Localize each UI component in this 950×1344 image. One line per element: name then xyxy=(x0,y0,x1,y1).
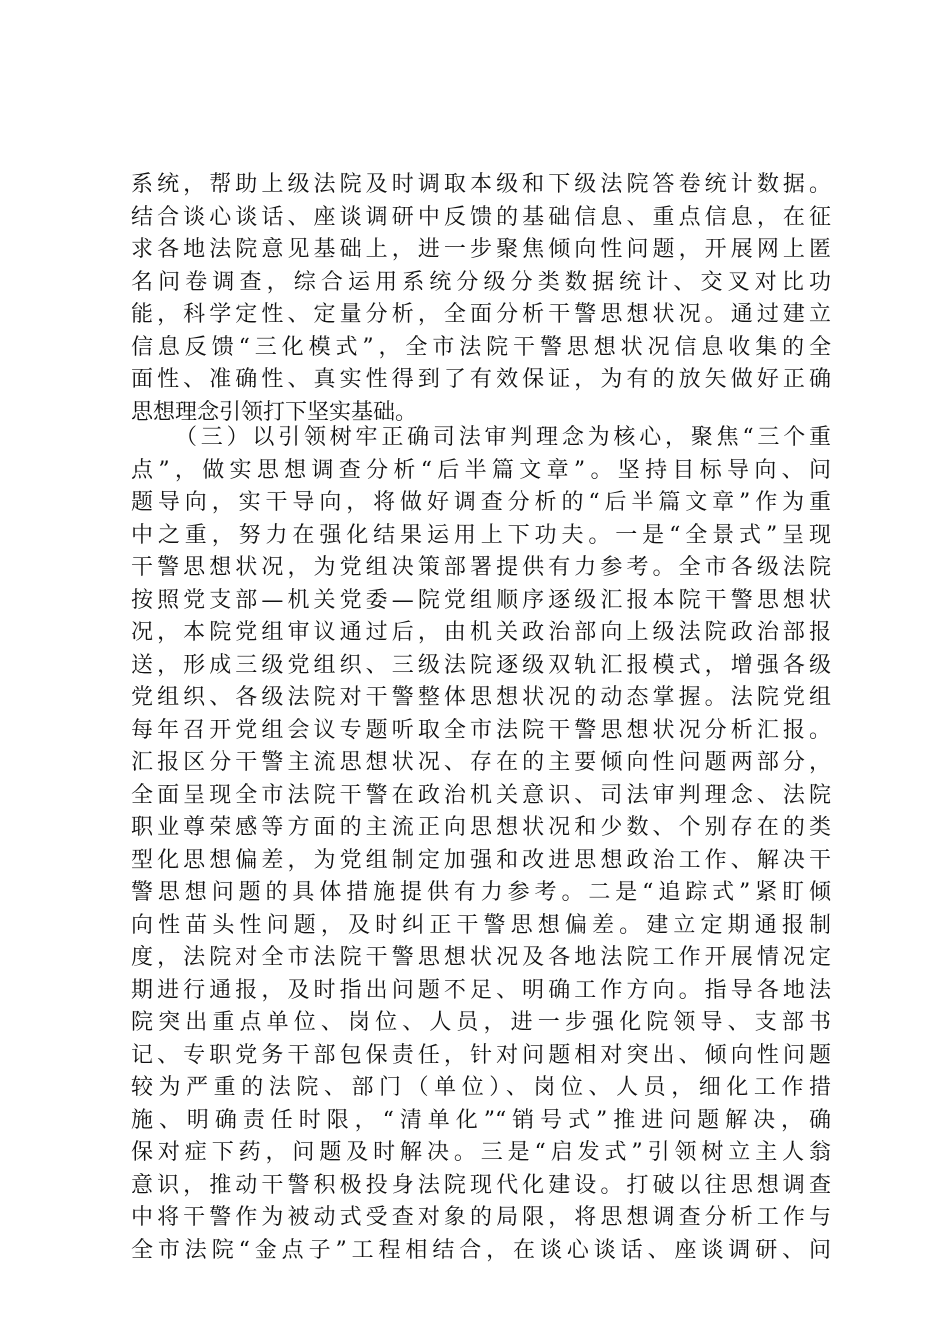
text-line: 中将干警作为被动式受查对象的局限，将思想调查分析工作与 xyxy=(131,1205,831,1230)
text-line: 汇报区分干警主流思想状况、存在的主要倾向性问题两部分， xyxy=(131,750,831,775)
text-line: 况，本院党组审议通过后，由机关政治部向上级法院政治部报 xyxy=(131,620,831,645)
text-line: 系统，帮助上级法院及时调取本级和下级法院答卷统计数据。 xyxy=(131,172,831,197)
text-line: （三）以引领树牢正确司法审判理念为核心，聚焦“三个重 xyxy=(175,425,831,450)
paragraph-2 xyxy=(131,422,831,1267)
text-line: 干警思想状况，为党组决策部署提供有力参考。全市各级法院 xyxy=(131,555,831,580)
text-line: 信息反馈“三化模式”，全市法院干警思想状况信息收集的全 xyxy=(131,334,831,360)
text-line: 每年召开党组会议专题听取全市法院干警思想状况分析汇报。 xyxy=(131,717,831,743)
text-line: 记、专职党务干部包保责任，针对问题相对突出、倾向性问题 xyxy=(131,1042,831,1068)
text-line: 党组织、各级法院对干警整体思想状况的动态掌握。法院党组 xyxy=(131,685,831,710)
paragraph-1 xyxy=(131,169,831,429)
text-line: 警思想问题的具体措施提供有力参考。二是“追踪式”紧盯倾 xyxy=(131,880,831,905)
text-line: 全面呈现全市法院干警在政治机关意识、司法审判理念、法院 xyxy=(131,782,831,808)
text-line: 向性苗头性问题，及时纠正干警思想偏差。建立定期通报制 xyxy=(131,912,831,938)
text-line: 施、明确责任时限，“清单化”“销号式”推进问题解决，确 xyxy=(131,1107,831,1133)
text-line: 题导向，实干导向，将做好调查分析的“后半篇文章”作为重 xyxy=(131,490,831,515)
text-line: 职业尊荣感等方面的主流正向思想状况和少数、个别存在的类 xyxy=(131,815,831,840)
text-line: 求各地法院意见基础上，进一步聚焦倾向性问题，开展网上匿 xyxy=(131,237,831,262)
text-line: 度，法院对全市法院干警思想状况及各地法院工作开展情况定 xyxy=(131,945,831,970)
text-line: 院突出重点单位、岗位、人员，进一步强化院领导、支部书 xyxy=(131,1010,831,1035)
text-line: 期进行通报，及时指出问题不足、明确工作方向。指导各地法 xyxy=(131,977,831,1003)
text-line: 点”，做实思想调查分析“后半篇文章”。坚持目标导向、问 xyxy=(131,457,831,483)
text-line: 名问卷调查，综合运用系统分级分类数据统计、交叉对比功 xyxy=(131,269,831,295)
text-line: 型化思想偏差，为党组制定加强和改进思想政治工作、解决干 xyxy=(131,847,831,873)
text-line: 送，形成三级党组织、三级法院逐级双轨汇报模式，增强各级 xyxy=(131,652,831,678)
text-line: 意识，推动干警积极投身法院现代化建设。打破以往思想调查 xyxy=(131,1172,831,1198)
text-line: 能，科学定性、定量分析，全面分析干警思想状况。通过建立 xyxy=(131,302,831,327)
text-line: 结合谈心谈话、座谈调研中反馈的基础信息、重点信息，在征 xyxy=(131,204,831,230)
text-line: 思想理念引领打下坚实基础。 xyxy=(131,399,418,425)
text-line: 按照党支部—机关党委—院党组顺序逐级汇报本院干警思想状 xyxy=(131,587,831,613)
text-line: 中之重，努力在强化结果运用上下功夫。一是“全景式”呈现 xyxy=(131,522,831,548)
text-line: 较为严重的法院、部门（单位）、岗位、人员，细化工作措 xyxy=(131,1075,831,1100)
text-line: 面性、准确性、真实性得到了有效保证，为有的放矢做好正确 xyxy=(131,367,831,392)
text-line: 保对症下药，问题及时解决。三是“启发式”引领树立主人翁 xyxy=(131,1140,831,1165)
text-line: 全市法院“金点子”工程相结合，在谈心谈话、座谈调研、问 xyxy=(131,1237,831,1263)
